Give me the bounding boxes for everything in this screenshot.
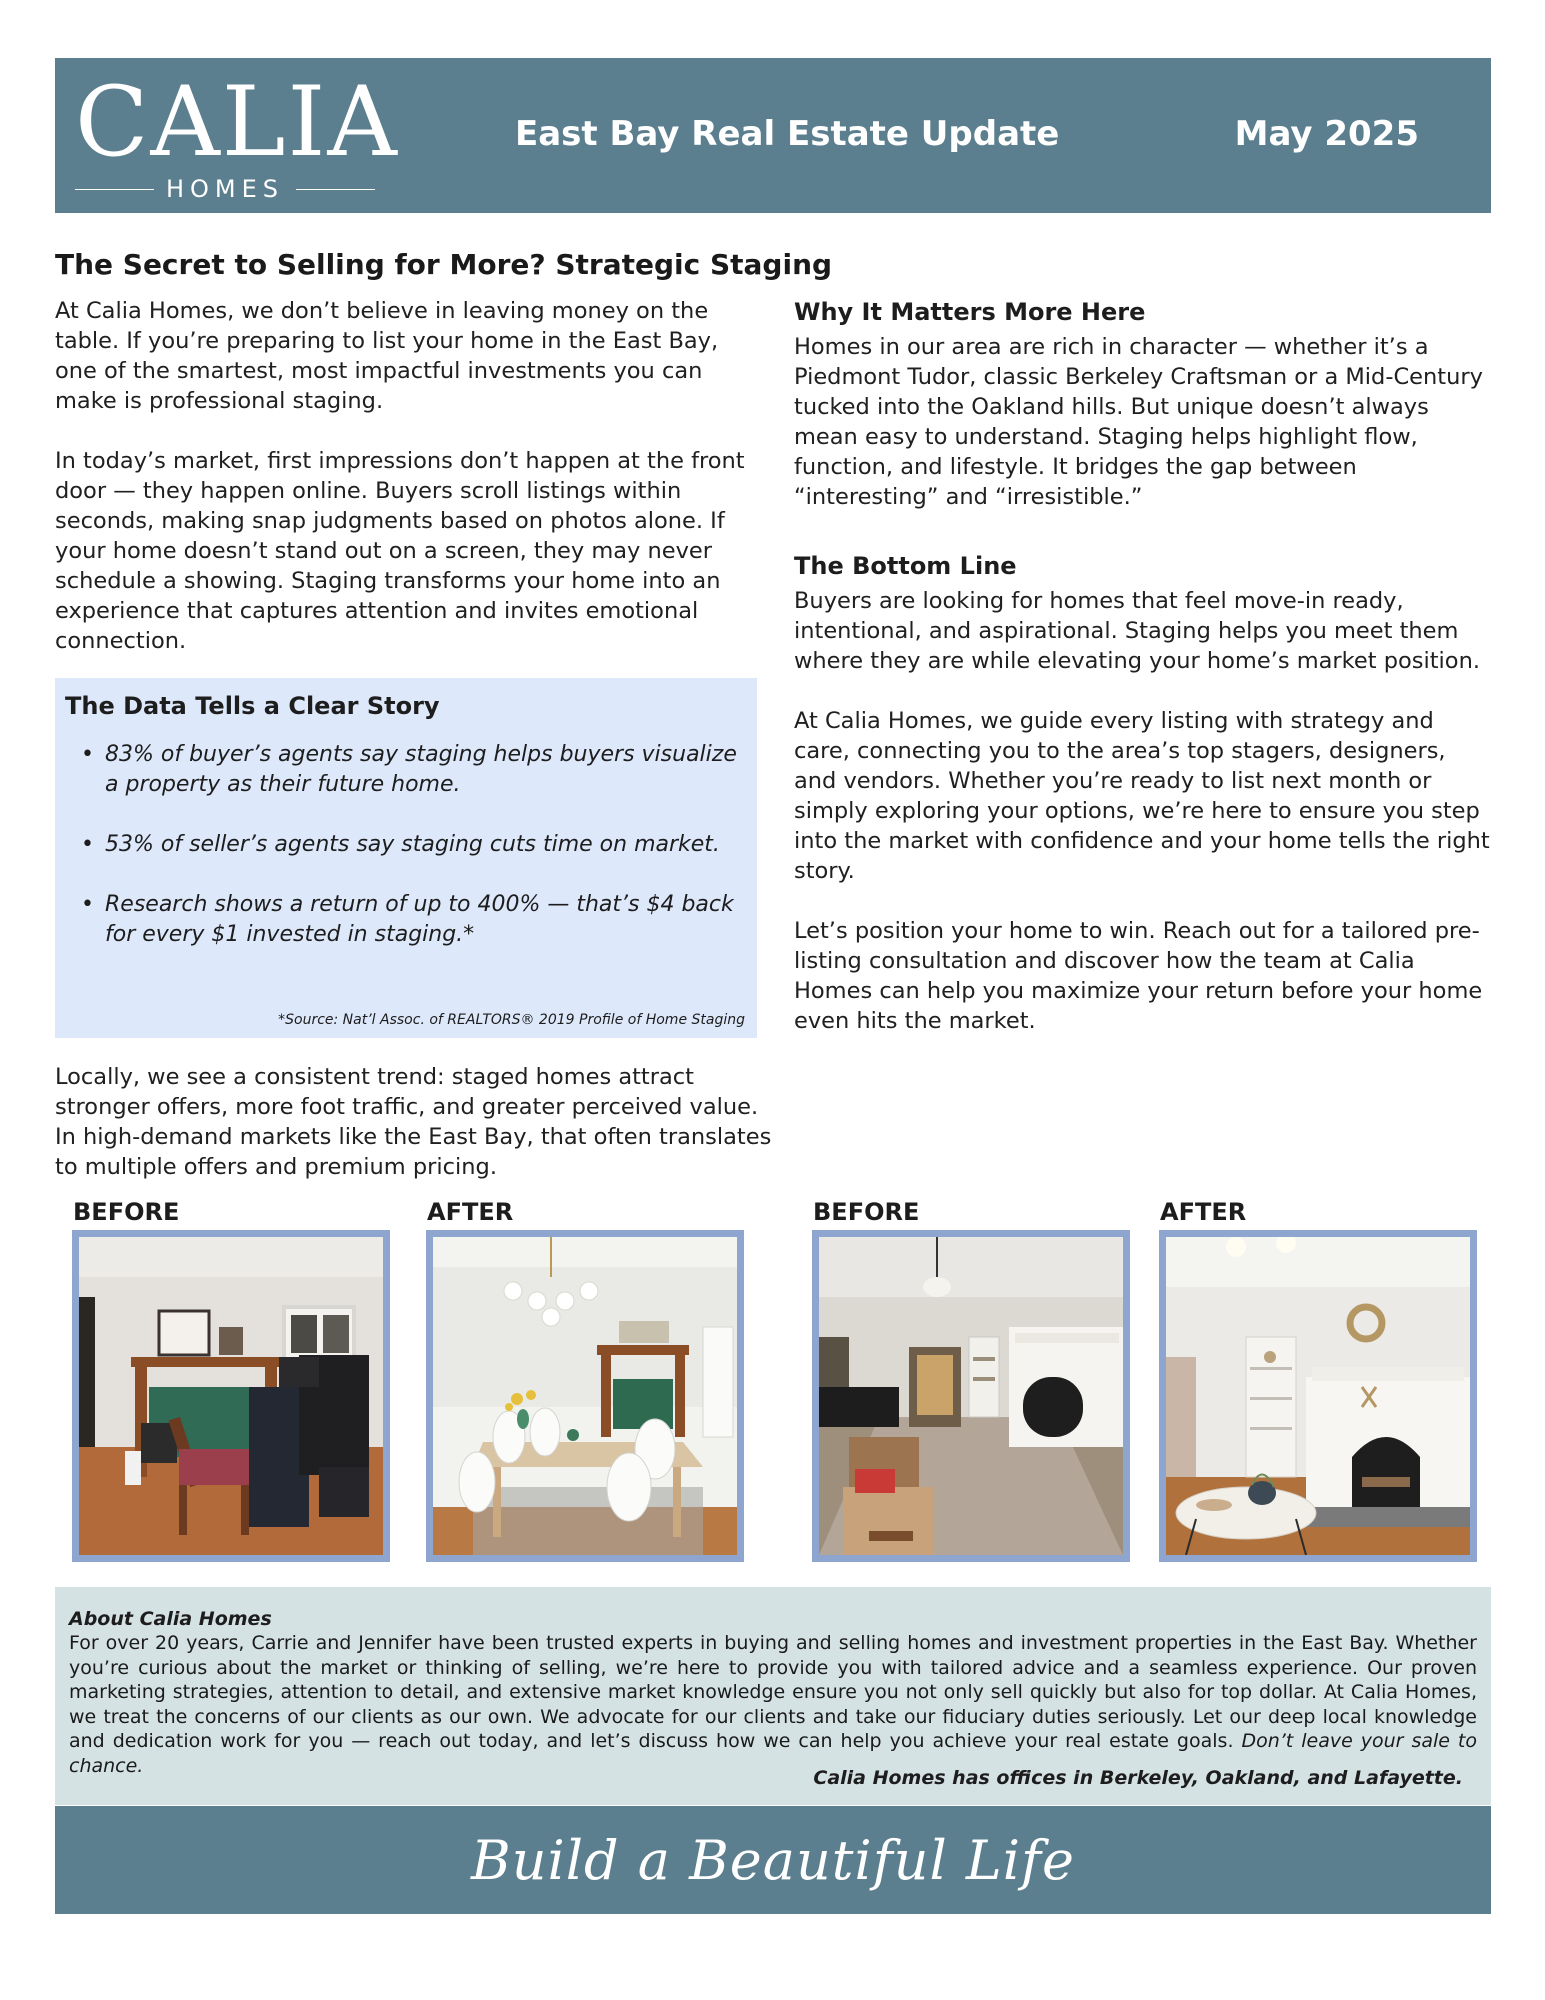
data-callout-box [55, 678, 757, 1038]
after-label-2: AFTER [1160, 1198, 1247, 1226]
about-title: About Calia Homes [69, 1608, 272, 1630]
why-it-matters-paragraph: Homes in our area are rich in character — whether it’s a Piedmont Tudor, classic Berkeley Craftsman or a Mid-Century tucked into the Oakland hills. But unique doesn’t always mean easy to understand. Staging helps highlight flow, function, and lifestyle. It bridges the gap between “interesting” and “irresistible.” [794, 334, 1483, 510]
header-banner [55, 58, 1491, 213]
after-living-room-image [1166, 1237, 1470, 1555]
after-photo-dining-room [426, 1230, 744, 1562]
data-stat-item: • 53% of seller’s agents say staging cuts time on market. [85, 830, 747, 860]
before-label-2: BEFORE [813, 1198, 920, 1226]
logo-sub-text: HOMES [165, 175, 285, 203]
why-it-matters-heading: Why It Matters More Here [794, 298, 1146, 326]
call-to-action-paragraph: Let’s position your home to win. Reach out for a tailored pre-listing consultation and discover how the team at Calia Homes can help you maximize your return before your home even hits the market. [794, 918, 1483, 1034]
before-dining-room-image [79, 1237, 383, 1555]
newsletter-date: May 2025 [1234, 114, 1419, 154]
logo-rule-right [296, 189, 375, 190]
intro-paragraph: At Calia Homes, we don’t believe in leaving money on the table. If you’re preparing to list your home in the East Bay, one of the smartest, most impactful investments you can make is professional staging. [55, 298, 719, 414]
after-photo-living-room [1159, 1230, 1477, 1562]
left-column [55, 296, 765, 656]
left-column-bottom [55, 1062, 775, 1182]
logo-rule-left [75, 189, 154, 190]
about-body-text: For over 20 years, Carrie and Jennifer have been trusted experts in buying and selling homes and investment properties in the East Bay. Whether you’re curious about the market or thinking of selling, we’re here to provide you with tailored advice and a seamless experience. Our proven marketing strategies, attention to detail, and extensive market knowledge ensure you not only sell quickly but also for top dollar. At Calia Homes, we treat the concerns of our clients as our own. We advocate for our clients and take our fiduciary duties seriously. Let our deep local knowledge and dedication work for you — reach out today, and let’s discuss how we can help you achieve your real estate goals. [69, 1632, 1477, 1752]
data-source-note: *Source: Nat’l Assoc. of REALTORS® 2019 Profile of Home Staging [278, 1012, 745, 1028]
newsletter-title: East Bay Real Estate Update [515, 114, 1060, 154]
about-body [69, 1631, 1477, 1778]
data-box-title: The Data Tells a Clear Story [65, 692, 440, 720]
bottom-line-heading: The Bottom Line [794, 552, 1017, 580]
about-closing-line: Don’t leave your sale to chance. [69, 1730, 1478, 1777]
footer-banner [55, 1806, 1491, 1914]
bottom-line-paragraph: Buyers are looking for homes that feel move-in ready, intentional, and aspirational. Staging helps you meet them where they are while elevating your home’s market position. [794, 588, 1480, 674]
logo-wordmark: CALIA [75, 66, 399, 178]
after-label-1: AFTER [427, 1198, 514, 1226]
strategy-paragraph: At Calia Homes, we guide every listing with strategy and care, connecting you to the area’s top stagers, designers, and vendors. Whether you’re ready to list next month or simply exploring your options, we’re here to ensure you step into the market with confidence and your home tells the right story. [794, 708, 1490, 884]
before-label-1: BEFORE [73, 1198, 180, 1226]
article-headline: The Secret to Selling for More? Strategic Staging [55, 248, 833, 281]
right-column [794, 296, 1494, 1036]
data-stat-item: • Research shows a return of up to 400% — that’s $4 back for every $1 invested in staging.* [85, 890, 747, 950]
before-living-room-image [819, 1237, 1123, 1555]
after-dining-room-image [433, 1237, 737, 1555]
before-photo-living-room [812, 1230, 1130, 1562]
before-after-photos [0, 1198, 1545, 1568]
before-photo-dining-room [72, 1230, 390, 1562]
logo-subtitle [75, 176, 375, 202]
calia-homes-logo [75, 66, 399, 203]
footer-tagline: Build a Beautiful Life [471, 1828, 1075, 1892]
data-stat-list [65, 740, 747, 950]
online-impressions-paragraph: In today’s market, first impressions don’t happen at the front door — they happen online. Buyers scroll listings within seconds, making snap judgments based on photos alone. If your home doesn’t stand out on a screen, they may never schedule a showing. Staging transforms your home into an experience that captures attention and invites emotional connection. [55, 448, 745, 654]
offices-line: Calia Homes has offices in Berkeley, Oakland, and Lafayette. [813, 1767, 1463, 1789]
data-stat-item: • 83% of buyer’s agents say staging helps buyers visualize a property as their future home. [85, 740, 747, 800]
about-calia-homes-section [55, 1587, 1491, 1805]
local-trend-paragraph: Locally, we see a consistent trend: staged homes attract stronger offers, more foot traffic, and greater perceived value. In high-demand markets like the East Bay, that often translates to multiple offers and premium pricing. [55, 1064, 772, 1180]
